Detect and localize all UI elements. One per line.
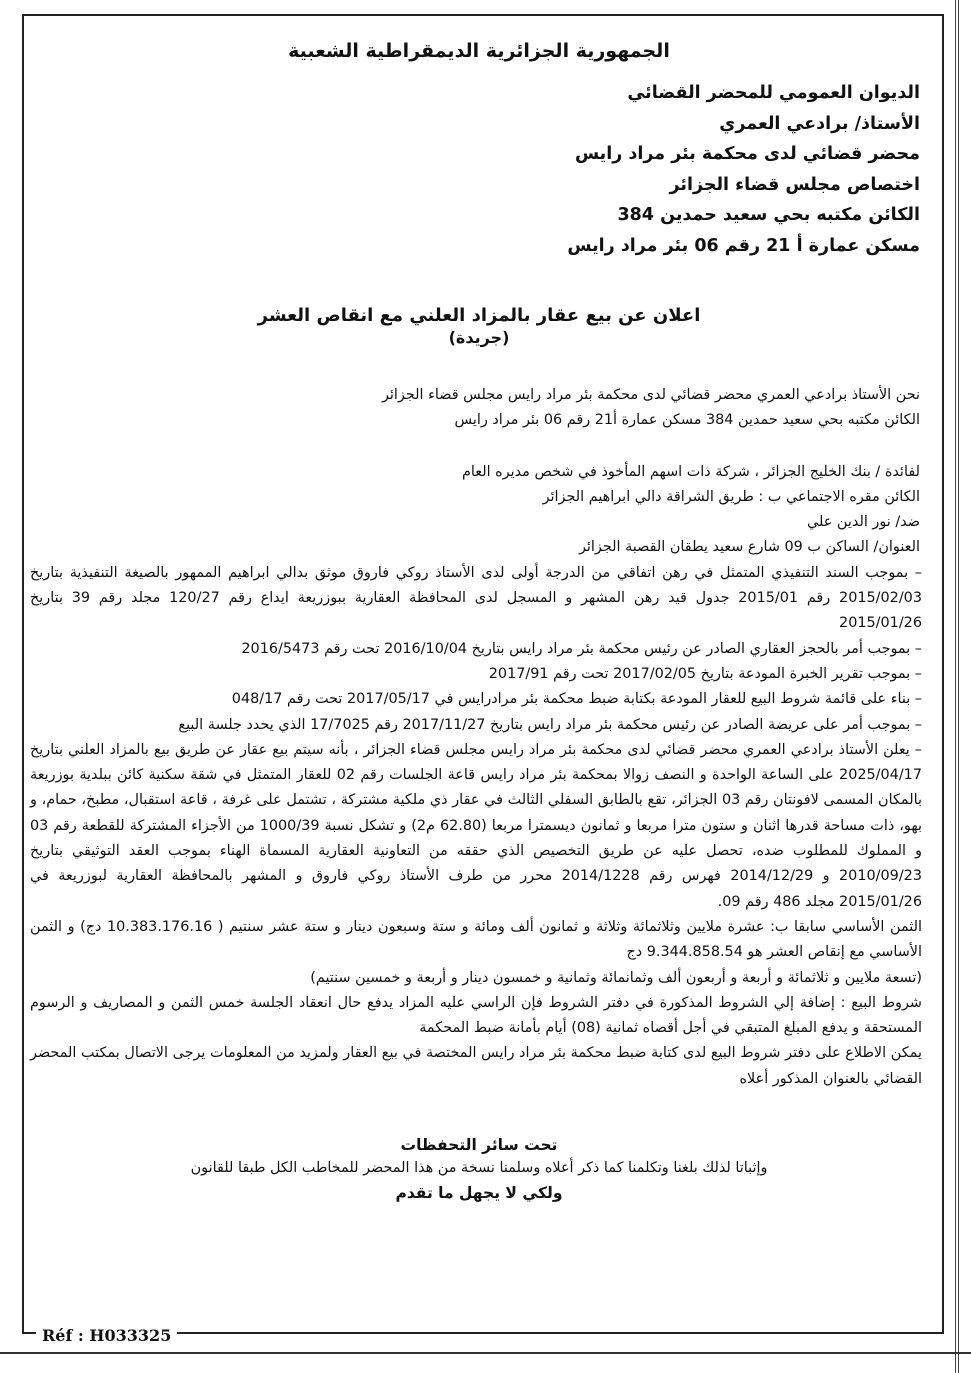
- party-line: لفائدة / بنك الخليج الجزائر ، شركة ذات اسهم المأخوذ في شخص مديره العام: [461, 463, 920, 480]
- intro-line: الكائن مكتبه بحي سعيد حمدين 384 مسكن عمارة أ21 رقم 06 بئر مراد رايس: [454, 412, 920, 429]
- closing-reservations: تحت سائر التحفظات: [400, 1136, 558, 1155]
- party-line: ضد/ نور الدين علي: [807, 514, 920, 531]
- body-paragraph: يمكن الاطلاع على دفتر شروط البيع لدى كتابة ضبط محكمة بئر مراد رايس المختصة في بيع العقار ولمزيد من المعلومات يرجى الاتصال بمكتب المحضر القضائي بالعنوان المذكور أعلاه: [30, 1045, 922, 1087]
- notice-title: اعلان عن بيع عقار بالمزاد العلني مع انقاص العشر: [257, 305, 701, 326]
- column-divider: [955, 0, 959, 1373]
- body-paragraph: شروط البيع : إضافة إلي الشروط المذكورة في دفتر الشروط فإن الراسي عليه المزاد يدفع حال انعقاد الجلسة خمس الثمن و المصاريف و الرسوم المستحقة و يدفع المبلغ المتبقي في أجل أقصاه ثمانية (08) أيام بأمانة ضبط المحكمة: [30, 994, 922, 1037]
- bailiff-header: [30, 78, 928, 261]
- republic-heading: الجمهورية الجزائرية الديمقراطية الشعبية: [288, 40, 670, 62]
- party-line: العنوان/ الساكن ب 09 شارع سعيد يطقان القصبة الجزائر: [578, 539, 920, 556]
- body-paragraph: الثمن الأساسي سابقا ب: عشرة ملايين وثلاثمائة وثلاثة و ثمانون ألف ومائة و ستة وسبعون دينار و ستة عشر سنتيم ( 10.383.176.16 دج) و الثمن الأساسي مع إنقاص العشر هو 9.344.858.54 دج: [30, 918, 922, 961]
- header-line: الديوان العمومي للمحضر القضائي: [627, 83, 920, 103]
- body-paragraph: – بموجب تقرير الخبرة المودعة بتاريخ 2017/02/05 تحت رقم 2017/91: [488, 665, 922, 682]
- closing-statement: وإثباتا لذلك بلغنا وتكلمنا كما ذكر أعلاه وسلمنا نسخة من هذا المحضر للمخاطب الكل طبقا للقانون: [190, 1160, 768, 1177]
- header-line: مسكن عمارة أ 21 رقم 06 بئر مراد رايس: [567, 235, 920, 256]
- body-paragraph: – بموجب أمر على عريضة الصادر عن رئيس محكمة بئر مراد رايس بتاريخ 2017/11/27 رقم 17/7025 الذي يحدد جلسة البيع: [178, 716, 922, 733]
- notice-subtitle: (جريدة): [448, 328, 510, 347]
- body-paragraph: – يعلن الأستاذ برادعي العمري محضر قضائي لدى محكمة بئر مراد رايس مجلس قضاء الجزائر ، بأنه سيتم بيع عقار عن طريق بيع بالمزاد العلني بتاريخ 2025/04/17 على الساعة الواحدة و النصف زوالا بمحكمة بئر مراد رايس قاعة الجلسات رقم 02 للعقار المتمثل في شقة سكنية كائن ببلدية بوزريعة بالمكان المسمى لافونتان رقم 03 الجزائر، تقع بالطابق السفلي الثالث في عقار ذي ملكية مشتركة ، تشتمل على غرفة ، قاعة استقبال، مطبخ، حمام، و بهو، ذات مساحة قدرها اثنان و ستون مترا مربعا و ثمانون ديسمترا مربعا (62.80 م2) و تشكل نسبة 1000/39 من الأجزاء المشتركة للقطعة رقم 03 و المملوك للمطلوب ضده، تحصل عليه عن طريق التخصيص الذي حققه من التعاونية العقارية المسماة الهناء بموجب العقد التوثيقي بتاريخ 2010/09/23 و 2014/12/29 فهرس رقم 2014/1228 محرر من طرف الأستاذ روكي فاروق و المشهر بالمحافظة العقارية لبوزريعة في 2015/01/26 مجلد 486 رقم 09.: [30, 741, 922, 910]
- closing-final: ولكي لا يجهل ما تقدم: [395, 1184, 563, 1203]
- header-line: الكائن مكتبه بحي سعيد حمدين 384: [617, 205, 920, 225]
- header-line: محضر قضائي لدى محكمة بئر مراد رايس: [574, 144, 920, 164]
- bottom-rule: [0, 1352, 971, 1354]
- body-paragraph: – بناء على قائمة شروط البيع للعقار المودعة بكتابة ضبط محكمة بئر مرادرايس في 2017/05/17 تحت رقم 048/17: [231, 691, 922, 708]
- body-paragraph: – بموجب أمر بالحجز العقاري الصادر عن رئيس محكمة بئر مراد رايس بتاريخ 2016/10/04 تحت رقم 2016/5473: [241, 640, 922, 657]
- intro-line: نحن الأستاذ برادعي العمري محضر قضائي لدى محكمة بئر مراد رايس مجلس قضاء الجزائر: [381, 387, 920, 403]
- header-line: الأستاذ/ برادعي العمري: [719, 113, 920, 134]
- body-paragraph: (تسعة ملايين و ثلاثمائة و أربعة و أربعون ألف وثمانمائة وثمانية و خمسون دينار و أربعة و خمسين سنتيم): [310, 969, 922, 986]
- body-paragraph: – بموجب السند التنفيذي المتمثل في رهن اتفاقي من الدرجة أولى لدى الأستاذ روكي فاروق موثق بدالي ابراهيم الممهور بالصيغة التنفيذية بتاريخ 2015/02/03 رقم 2015/01 جدول قيد رهن المشهر و المسجل لدى المحافظة العقارية ببوزريعة ايداع رقم 120/27 مجلد رقم 39 بتاريخ 2015/01/26: [30, 564, 922, 632]
- party-line: الكائن مقره الاجتماعي ب : طريق الشراقة دالي ابراهيم الجزائر: [542, 488, 920, 505]
- legal-notice: [30, 40, 928, 1202]
- header-line: اختصاص مجلس قضاء الجزائر: [669, 174, 920, 195]
- reference-number: Réf : H033325: [36, 1326, 177, 1345]
